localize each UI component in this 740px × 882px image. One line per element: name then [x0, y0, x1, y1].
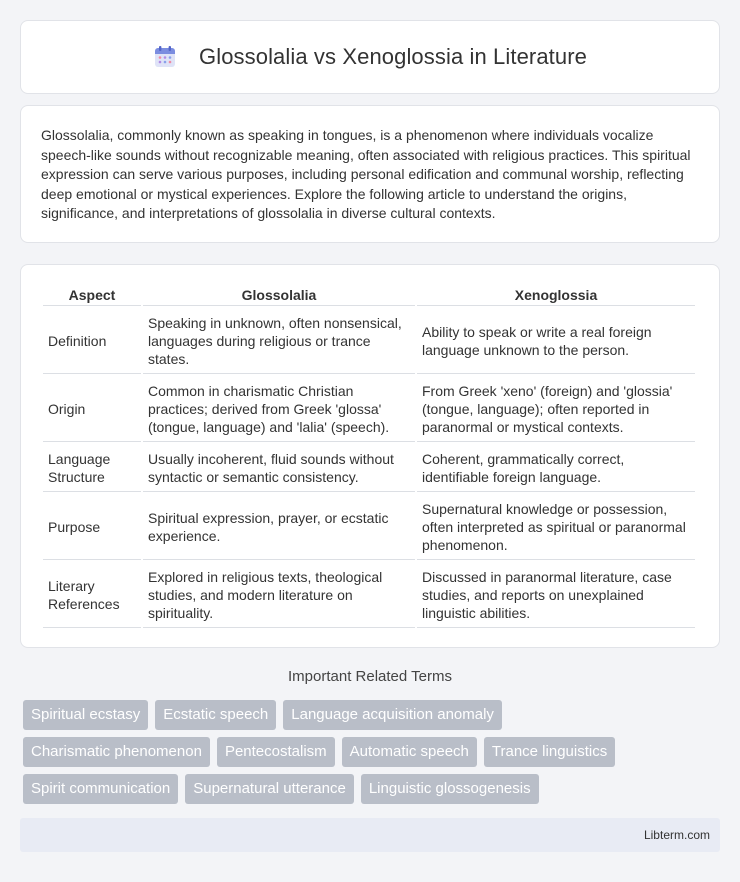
cell-xenoglossia: Coherent, grammatically correct, identifiable foreign language. [417, 444, 695, 492]
tag-linguistic-glossogenesis[interactable]: Linguistic glossogenesis [361, 774, 539, 804]
header-aspect: Aspect [43, 285, 141, 306]
calendar-icon [153, 45, 177, 69]
related-terms-title: Important Related Terms [288, 668, 452, 685]
cell-aspect: Origin [43, 376, 141, 442]
cell-aspect: Definition [43, 308, 141, 374]
tag-row [23, 774, 723, 804]
table-row [43, 562, 695, 628]
cell-glossolalia: Speaking in unknown, often nonsensical, languages during religious or trance states. [143, 308, 415, 374]
cell-aspect: Literary References [43, 562, 141, 628]
cell-glossolalia: Explored in religious texts, theological studies, and modern literature on spirituality. [143, 562, 415, 628]
table-header-row [43, 285, 695, 306]
cell-xenoglossia: Discussed in paranormal literature, case studies, and reports on unexplained linguistic abilities. [417, 562, 695, 628]
table-row [43, 308, 695, 374]
table-row [43, 376, 695, 442]
footer [20, 818, 720, 852]
tag-row [23, 737, 723, 767]
intro-card [20, 105, 720, 243]
cell-xenoglossia: Supernatural knowledge or possession, often interpreted as spiritual or paranormal phenomenon. [417, 494, 695, 560]
tag-spiritual-ecstasy[interactable]: Spiritual ecstasy [23, 700, 148, 730]
header-xenoglossia: Xenoglossia [417, 285, 695, 306]
tag-language-acquisition-anomaly[interactable]: Language acquisition anomaly [283, 700, 502, 730]
comparison-table-card [20, 264, 720, 648]
tag-charismatic-phenomenon[interactable]: Charismatic phenomenon [23, 737, 210, 767]
cell-aspect: Purpose [43, 494, 141, 560]
tag-automatic-speech[interactable]: Automatic speech [342, 737, 477, 767]
related-terms [23, 700, 723, 811]
tag-supernatural-utterance[interactable]: Supernatural utterance [185, 774, 354, 804]
cell-xenoglossia: Ability to speak or write a real foreign language unknown to the person. [417, 308, 695, 374]
table-row [43, 494, 695, 560]
comparison-table [41, 283, 697, 630]
tag-pentecostalism[interactable]: Pentecostalism [217, 737, 335, 767]
tag-row [23, 700, 723, 730]
footer-link[interactable]: Libterm.com [643, 828, 710, 842]
header-glossolalia: Glossolalia [143, 285, 415, 306]
cell-aspect: Language Structure [43, 444, 141, 492]
cell-glossolalia: Spiritual expression, prayer, or ecstatic experience. [143, 494, 415, 560]
cell-xenoglossia: From Greek 'xeno' (foreign) and 'glossia' (tongue, language); often reported in paranormal or mystical contexts. [417, 376, 695, 442]
table-row [43, 444, 695, 492]
tag-trance-linguistics[interactable]: Trance linguistics [484, 737, 615, 767]
header-card [20, 20, 720, 94]
page-title: Glossolalia vs Xenoglossia in Literature [199, 44, 587, 69]
tag-spirit-communication[interactable]: Spirit communication [23, 774, 178, 804]
intro-text: Glossolalia, commonly known as speaking in tongues, is a phenomenon where individuals vocalize speech-like sounds without recognizable meaning, often associated with religious practices. This spiritual expression can serve various purposes, including personal edification and communal worship, reflecting deep emotional or mystical experiences. Explore the following article to understand the origins, significance, and interpretations of glossolalia in diverse cultural contexts. [41, 127, 691, 221]
tag-ecstatic-speech[interactable]: Ecstatic speech [155, 700, 276, 730]
cell-glossolalia: Common in charismatic Christian practices; derived from Greek 'glossa' (tongue, language) and 'lalia' (speech). [143, 376, 415, 442]
cell-glossolalia: Usually incoherent, fluid sounds without syntactic or semantic consistency. [143, 444, 415, 492]
